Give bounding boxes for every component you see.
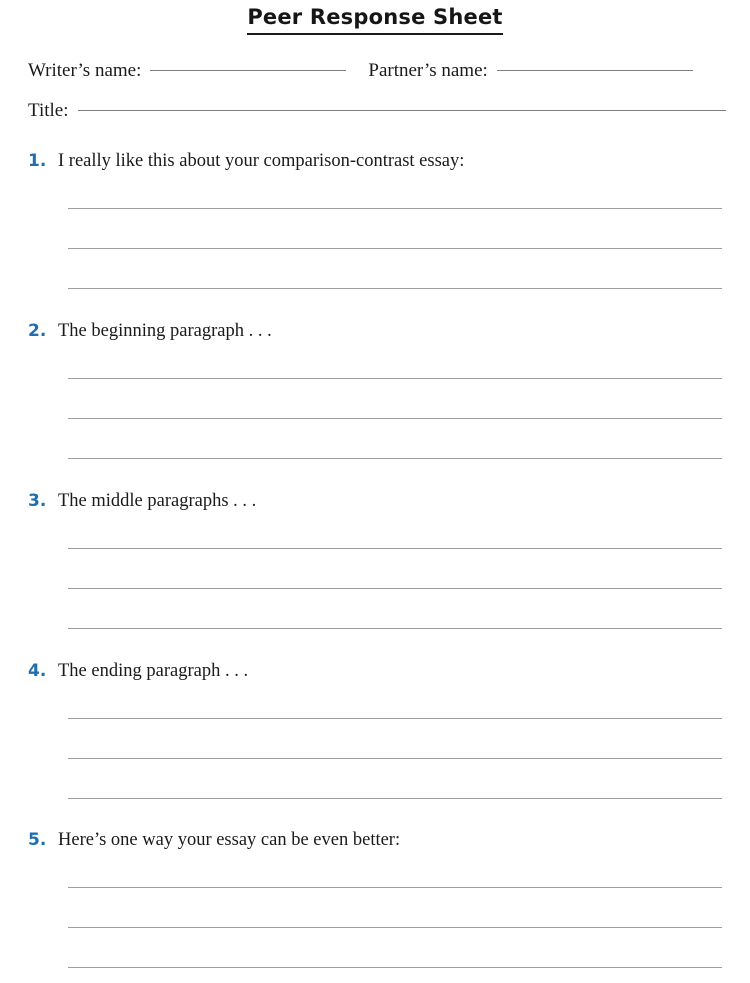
response-item-2-prompt: The beginning paragraph . . .	[58, 321, 272, 341]
name-fields-row	[28, 60, 722, 84]
response-item-1-number: 1.	[28, 151, 47, 171]
writer-name-field[interactable]	[28, 60, 346, 82]
rule-line[interactable]	[68, 888, 722, 928]
essay-title-field[interactable]	[28, 100, 726, 122]
response-item-5-prompt: Here’s one way your essay can be even better:	[58, 830, 401, 850]
rule-line[interactable]	[68, 249, 722, 289]
response-item-5-number: 5.	[28, 830, 47, 850]
response-item-3-answer-lines[interactable]	[68, 509, 722, 629]
response-item-4-number: 4.	[28, 661, 47, 681]
essay-title-rule[interactable]	[78, 110, 726, 111]
response-item-1-prompt: I really like this about your comparison-contrast essay:	[58, 151, 465, 171]
rule-line[interactable]	[68, 719, 722, 759]
page-title: Peer Response Sheet	[247, 5, 502, 35]
response-item-4-prompt: The ending paragraph . . .	[58, 661, 249, 681]
title-field-row	[28, 100, 722, 124]
rule-line[interactable]	[68, 509, 722, 549]
page-title-container	[0, 5, 750, 35]
partner-name-label: Partner’s name:	[368, 60, 488, 81]
response-item-2-number: 2.	[28, 321, 47, 341]
rule-line[interactable]	[68, 419, 722, 459]
writer-name-rule[interactable]	[150, 70, 346, 71]
rule-line[interactable]	[68, 928, 722, 968]
partner-name-rule[interactable]	[497, 70, 693, 71]
response-item-1-answer-lines[interactable]	[68, 169, 722, 289]
rule-line[interactable]	[68, 759, 722, 799]
rule-line[interactable]	[68, 379, 722, 419]
rule-line[interactable]	[68, 169, 722, 209]
response-item-3-prompt: The middle paragraphs . . .	[58, 491, 257, 511]
partner-name-field[interactable]	[368, 60, 692, 82]
rule-line[interactable]	[68, 209, 722, 249]
response-item-5-answer-lines[interactable]	[68, 848, 722, 968]
response-item-2-answer-lines[interactable]	[68, 339, 722, 459]
rule-line[interactable]	[68, 679, 722, 719]
essay-title-label: Title:	[28, 100, 69, 121]
rule-line[interactable]	[68, 589, 722, 629]
writer-name-label: Writer’s name:	[28, 60, 142, 81]
response-item-3-number: 3.	[28, 491, 47, 511]
response-item-4-answer-lines[interactable]	[68, 679, 722, 799]
rule-line[interactable]	[68, 549, 722, 589]
rule-line[interactable]	[68, 339, 722, 379]
rule-line[interactable]	[68, 848, 722, 888]
